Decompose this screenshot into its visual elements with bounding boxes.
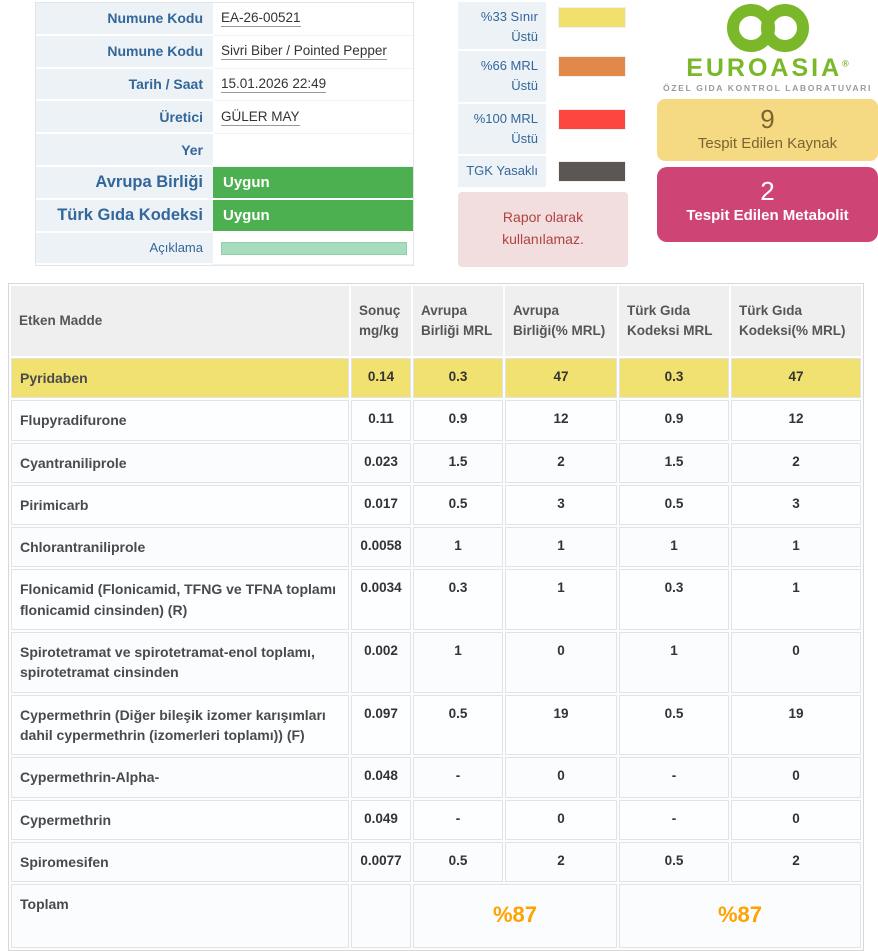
- result-value-cell: 2: [505, 443, 617, 483]
- result-value-cell: 2: [731, 443, 861, 483]
- result-value-cell: 0.3: [619, 569, 729, 630]
- form-field-label: Numune Kodu: [36, 3, 213, 36]
- legend-swatch-cell: [546, 156, 628, 189]
- result-value-cell: 0.11: [351, 400, 411, 440]
- result-value-cell: -: [619, 757, 729, 797]
- form-row: [36, 101, 413, 134]
- legend-color-swatch: [558, 109, 626, 130]
- analyte-name-cell: Cyantraniliprole: [11, 443, 349, 483]
- detected-metabolite-label: Tespit Edilen Metabolit: [686, 206, 849, 224]
- form-field-value[interactable]: [213, 101, 413, 134]
- result-value-cell: 0.3: [619, 358, 729, 398]
- results-row: [11, 400, 861, 440]
- results-column-header: Avrupa Birliği(% MRL): [505, 286, 617, 356]
- result-value-cell: 0: [731, 757, 861, 797]
- result-value-cell: 2: [505, 842, 617, 882]
- form-field-value: Uygun: [213, 200, 413, 233]
- results-column-header: Etken Madde: [11, 286, 349, 356]
- results-row: [11, 527, 861, 567]
- result-value-cell: 0: [505, 800, 617, 840]
- form-row: [36, 233, 413, 266]
- form-field-label: Tarih / Saat: [36, 69, 213, 102]
- eu-total-percent: %87: [413, 884, 617, 948]
- legend-item: [458, 2, 628, 51]
- legend-swatch-cell: [546, 104, 628, 156]
- results-row: [11, 358, 861, 398]
- legend-items: [458, 2, 628, 189]
- results-body: [11, 358, 861, 948]
- result-value-cell: 0.5: [619, 695, 729, 756]
- result-value-cell: 19: [505, 695, 617, 756]
- result-value-cell: 0.5: [619, 485, 729, 525]
- result-value-cell: 0: [505, 757, 617, 797]
- result-value-cell: 47: [505, 358, 617, 398]
- result-value-cell: 0.017: [351, 485, 411, 525]
- form-field-text: GÜLER MAY: [221, 108, 300, 124]
- result-value-cell: 1: [505, 527, 617, 567]
- total-empty-cell: [351, 884, 411, 948]
- result-value-cell: 0.14: [351, 358, 411, 398]
- results-row: [11, 695, 861, 756]
- result-value-cell: 1.5: [619, 443, 729, 483]
- result-value-cell: 2: [731, 842, 861, 882]
- form-row: [36, 69, 413, 102]
- form-field-text: 15.01.2026 22:49: [221, 75, 327, 91]
- brand-wordmark: [657, 56, 878, 81]
- detected-source-badge: [657, 99, 878, 161]
- brand-name: EUROASIA: [686, 54, 843, 82]
- results-column-header: Türk Gıda Kodeksi(% MRL): [731, 286, 861, 356]
- results-column-header: Avrupa Birliği MRL: [413, 286, 503, 356]
- results-header-row: [11, 286, 861, 356]
- registered-mark: ®: [842, 58, 849, 69]
- form-field-label: Açıklama: [36, 233, 213, 266]
- results-table: [8, 283, 864, 951]
- result-value-cell: 1: [731, 569, 861, 630]
- form-row: [36, 134, 413, 167]
- result-value-cell: 3: [731, 485, 861, 525]
- description-bar[interactable]: [221, 242, 407, 255]
- result-value-cell: 0.5: [413, 695, 503, 756]
- legend-label: %33 Sınır Üstü: [458, 2, 546, 51]
- legend-color-swatch: [558, 161, 626, 182]
- legend-color-swatch: [558, 7, 626, 28]
- brand-tagline: ÖZEL GIDA KONTROL LABORATUVARI: [663, 83, 872, 93]
- analyte-name-cell: Cypermethrin (Diğer bileşik izomer karışımları dahil cypermethrin (izomerleri toplamı)) (F): [11, 695, 349, 756]
- result-value-cell: 0.049: [351, 800, 411, 840]
- result-value-cell: 0.002: [351, 632, 411, 693]
- analyte-name-cell: Chlorantraniliprole: [11, 527, 349, 567]
- form-field-text: Sivri Biber / Pointed Pepper: [221, 43, 387, 59]
- result-value-cell: 3: [505, 485, 617, 525]
- result-value-cell: 0.0077: [351, 842, 411, 882]
- form-field-value[interactable]: [213, 36, 413, 69]
- total-label-cell: Toplam: [11, 884, 349, 948]
- detected-source-count: 9: [760, 104, 775, 134]
- result-value-cell: 0.3: [413, 358, 503, 398]
- form-row: [36, 167, 413, 200]
- result-value-cell: 0: [731, 632, 861, 693]
- form-field-value[interactable]: [213, 233, 413, 266]
- infinity-logo-icon: [718, 0, 818, 56]
- result-value-cell: 19: [731, 695, 861, 756]
- result-value-cell: 1: [413, 632, 503, 693]
- form-field-label: Avrupa Birliği: [36, 167, 213, 200]
- results-row: [11, 485, 861, 525]
- result-value-cell: 0.9: [619, 400, 729, 440]
- legend-item: [458, 156, 628, 189]
- results-row: [11, 443, 861, 483]
- results-row: [11, 800, 861, 840]
- result-value-cell: 12: [505, 400, 617, 440]
- form-row: [36, 3, 413, 36]
- legend-item: [458, 104, 628, 156]
- result-value-cell: -: [413, 757, 503, 797]
- results-row: [11, 842, 861, 882]
- analyte-name-cell: Spirotetramat ve spirotetramat-enol toplamı, spirotetramat cinsinden: [11, 632, 349, 693]
- result-value-cell: 1: [619, 527, 729, 567]
- form-field-value[interactable]: [213, 3, 413, 36]
- result-value-cell: -: [619, 800, 729, 840]
- result-value-cell: 0.0058: [351, 527, 411, 567]
- legend-swatch-cell: [546, 2, 628, 51]
- form-field-value: Uygun: [213, 167, 413, 200]
- mrl-legend: [458, 2, 628, 267]
- form-field-value[interactable]: [213, 134, 413, 167]
- result-value-cell: 1: [505, 569, 617, 630]
- analyte-name-cell: Pyridaben: [11, 358, 349, 398]
- result-value-cell: 47: [731, 358, 861, 398]
- analyte-name-cell: Pirimicarb: [11, 485, 349, 525]
- results-row: [11, 569, 861, 630]
- result-value-cell: 0.097: [351, 695, 411, 756]
- results-row: [11, 757, 861, 797]
- analyte-name-cell: Cypermethrin-Alpha-: [11, 757, 349, 797]
- result-value-cell: 0.5: [413, 842, 503, 882]
- result-value-cell: 1: [413, 527, 503, 567]
- sample-info-table: [35, 2, 414, 266]
- result-value-cell: 1: [731, 527, 861, 567]
- results-row: [11, 632, 861, 693]
- result-value-cell: 1: [619, 632, 729, 693]
- analyte-name-cell: Cypermethrin: [11, 800, 349, 840]
- form-field-text: EA-26-00521: [221, 10, 301, 26]
- result-value-cell: 0.023: [351, 443, 411, 483]
- analyte-name-cell: Spiromesifen: [11, 842, 349, 882]
- result-value-cell: 0.0034: [351, 569, 411, 630]
- result-value-cell: 0: [505, 632, 617, 693]
- results-section: [8, 283, 862, 951]
- form-row: [36, 200, 413, 233]
- legend-color-swatch: [558, 56, 626, 77]
- form-field-label: Numune Kodu: [36, 36, 213, 69]
- result-value-cell: 0.5: [619, 842, 729, 882]
- result-value-cell: 0.048: [351, 757, 411, 797]
- analyte-name-cell: Flupyradifurone: [11, 400, 349, 440]
- results-total-row: [11, 884, 861, 948]
- result-value-cell: 0.5: [413, 485, 503, 525]
- results-column-header: Sonuç mg/kg: [351, 286, 411, 356]
- form-field-label: Türk Gıda Kodeksi: [36, 200, 213, 233]
- result-value-cell: 0.9: [413, 400, 503, 440]
- analyte-name-cell: Flonicamid (Flonicamid, TFNG ve TFNA toplamı flonicamid cinsinden) (R): [11, 569, 349, 630]
- legend-label: %66 MRL Üstü: [458, 51, 546, 104]
- result-value-cell: -: [413, 800, 503, 840]
- report-usage-note: Rapor olarak kullanılamaz.: [458, 192, 628, 267]
- form-row: [36, 36, 413, 69]
- detected-metabolite-count: 2: [760, 176, 775, 206]
- legend-label: TGK Yasaklı: [458, 156, 546, 189]
- result-value-cell: 12: [731, 400, 861, 440]
- legend-label: %100 MRL Üstü: [458, 104, 546, 156]
- result-value-cell: 1.5: [413, 443, 503, 483]
- legend-swatch-cell: [546, 51, 628, 104]
- detected-source-label: Tespit Edilen Kaynak: [697, 134, 838, 152]
- legend-item: [458, 51, 628, 104]
- tgk-total-percent: %87: [619, 884, 861, 948]
- result-value-cell: 0: [731, 800, 861, 840]
- result-value-cell: 0.3: [413, 569, 503, 630]
- form-field-value[interactable]: [213, 69, 413, 102]
- results-column-header: Türk Gıda Kodeksi MRL: [619, 286, 729, 356]
- brand-block: [657, 0, 878, 242]
- form-field-label: Yer: [36, 134, 213, 167]
- form-field-label: Üretici: [36, 101, 213, 134]
- detected-metabolite-badge: [657, 167, 878, 242]
